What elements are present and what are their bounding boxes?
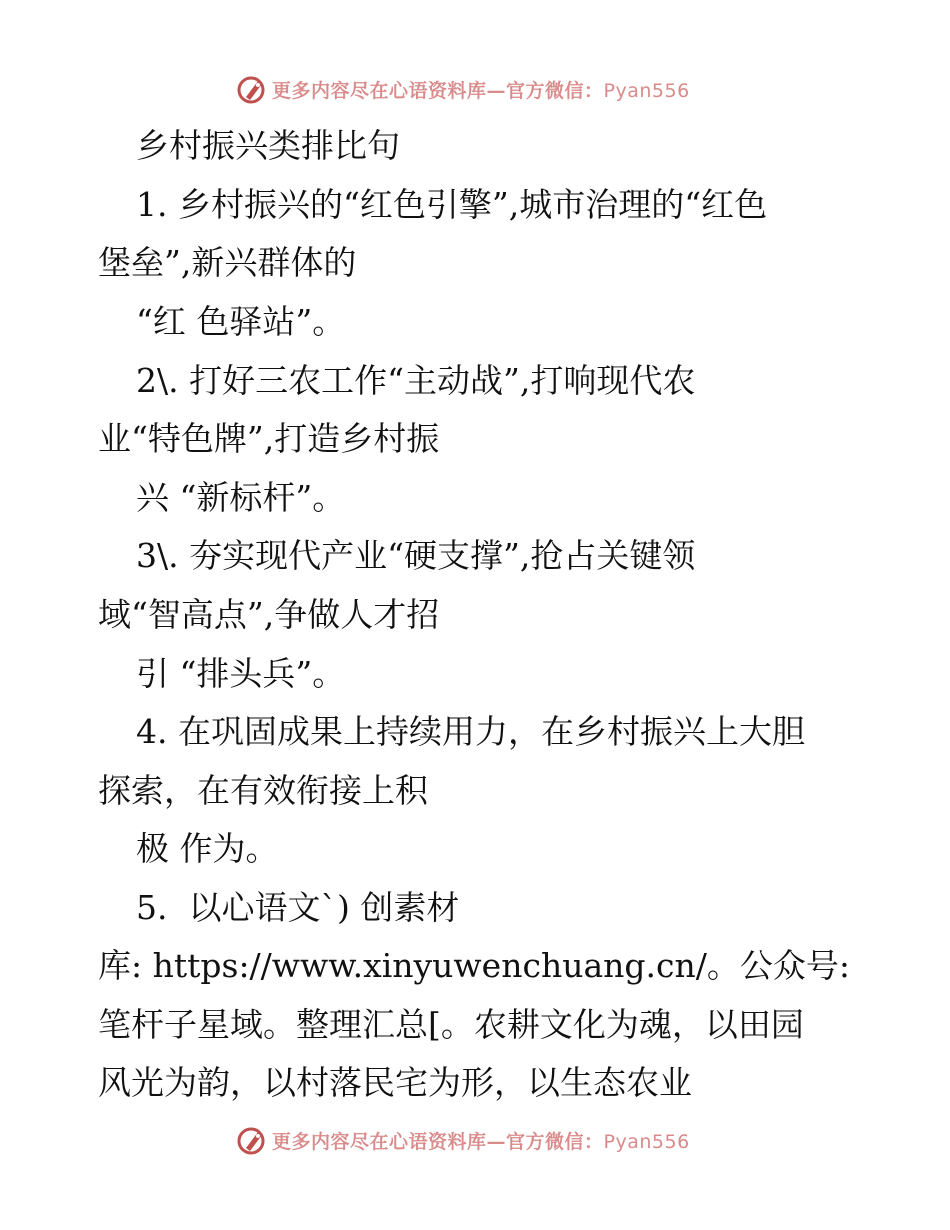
- text-line: “红 色驿站”。: [136, 302, 346, 341]
- text-line: 笔杆子星域。整理汇总[。农耕文化为魂，以田园: [98, 1005, 804, 1044]
- text-line: 1. 乡村振兴的“红色引擎”,城市治理的“红色: [136, 185, 768, 224]
- wechat-id: Pyan556: [603, 1130, 690, 1153]
- watermark-text: 更多内容尽在心语资料库—官方微信：Pyan556: [272, 1130, 690, 1153]
- wechat-id: Pyan556: [603, 79, 690, 102]
- pen-nib-logo-icon: [236, 1124, 268, 1156]
- document-title: 乡村振兴类排比句: [136, 126, 400, 165]
- text-line: 堡垒”,新兴群体的: [98, 243, 357, 282]
- watermark-banner-top: [236, 72, 690, 106]
- text-line: 探索，在有效衔接上积: [98, 771, 428, 810]
- text-line: 域“智高点”,争做人才招: [98, 595, 440, 634]
- text-line: 业“特色牌”,打造乡村振: [98, 419, 440, 458]
- text-line: 风光为韵，以村落民宅为形，以生态农业: [98, 1063, 692, 1102]
- text-line: 3\. 夯实现代产业“硬支撑”,抢占关键领: [136, 536, 696, 575]
- text-line: 库: https://www.xinyuwenchuang.cn/。公众号:: [98, 946, 850, 985]
- text-line: 2\. 打好三农工作“主动战”,打响现代农: [136, 361, 696, 400]
- text-line: 5. 以心语文`) 创素材: [136, 888, 460, 927]
- text-line: 4. 在巩固成果上持续用力，在乡村振兴上大胆: [136, 712, 805, 751]
- pen-nib-logo-icon: [236, 73, 268, 105]
- text-line: 兴 “新标杆”。: [136, 478, 346, 517]
- watermark-text: 更多内容尽在心语资料库—官方微信：Pyan556: [272, 79, 690, 102]
- text-line: 极 作为。: [136, 829, 279, 868]
- text-line: 引 “排头兵”。: [136, 654, 346, 693]
- watermark-banner-bottom: [236, 1123, 690, 1157]
